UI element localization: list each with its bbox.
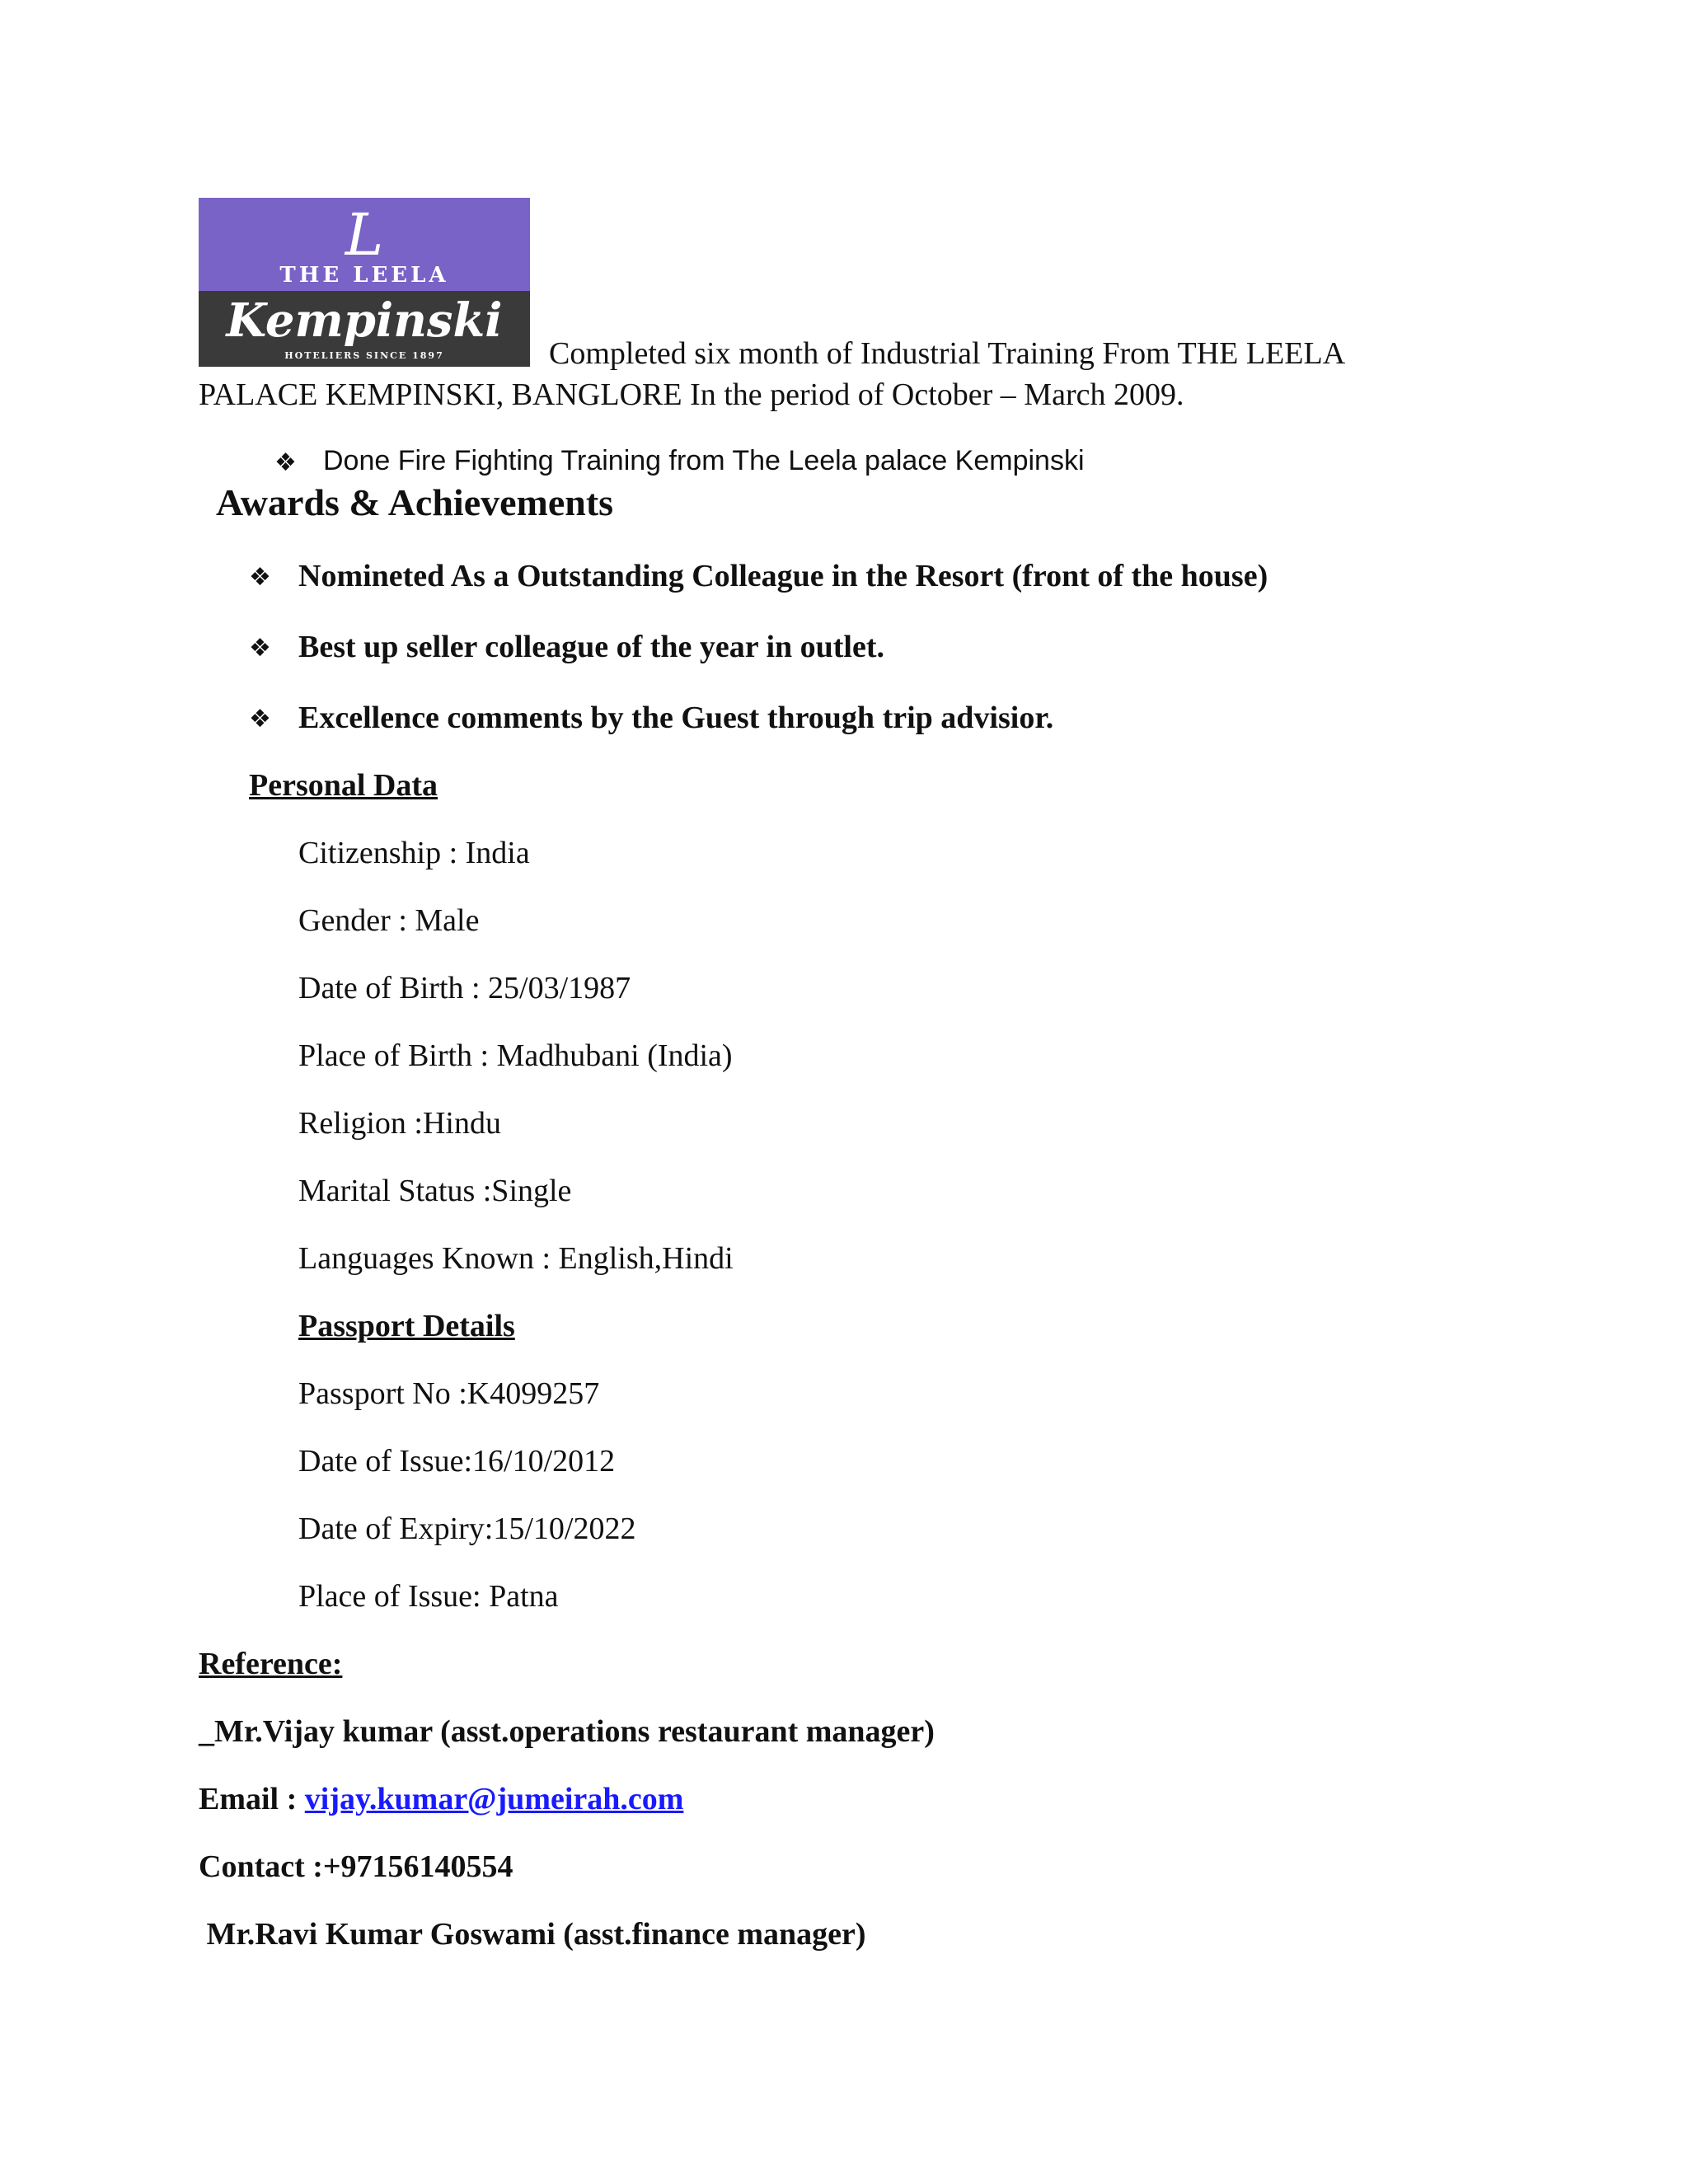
- logo-brand-text: THE LEELA: [279, 263, 449, 288]
- religion-field: Religion :Hindu: [298, 1106, 501, 1141]
- email-label: Email :: [199, 1782, 305, 1816]
- bullet-diamond-icon: ❖: [249, 563, 271, 592]
- training-line-1: Completed six month of Industrial Training From THE LEELA: [549, 336, 1346, 371]
- reference-1-email-row: [199, 1781, 683, 1817]
- fire-training-item: Done Fire Fighting Training from The Leela palace Kempinski: [323, 445, 1085, 476]
- award-item: Best up seller colleague of the year in outlet.: [298, 630, 884, 664]
- reference-1-contact: Contact :+97156140554: [199, 1849, 513, 1884]
- personal-data-heading: Personal Data: [249, 768, 438, 803]
- awards-heading: Awards & Achievements: [216, 481, 614, 523]
- email-link[interactable]: vijay.kumar@jumeirah.com: [304, 1782, 684, 1816]
- bullet-diamond-icon: ❖: [249, 705, 271, 733]
- reference-1-name: _Mr.Vijay kumar (asst.operations restaurant manager): [199, 1714, 935, 1749]
- reference-heading: Reference:: [199, 1647, 343, 1681]
- gender-field: Gender : Male: [298, 903, 480, 938]
- award-item: Nomineted As a Outstanding Colleague in the Resort (front of the house): [298, 559, 1268, 593]
- bullet-diamond-icon: ❖: [249, 634, 271, 663]
- passport-heading: Passport Details: [298, 1309, 515, 1343]
- citizenship-field: Citizenship : India: [298, 836, 530, 870]
- logo-monogram: L: [345, 201, 384, 269]
- marital-status-field: Marital Status :Single: [298, 1174, 572, 1208]
- place-of-birth-field: Place of Birth : Madhubani (India): [298, 1038, 733, 1073]
- award-item: Excellence comments by the Guest through trip advisior.: [298, 701, 1054, 735]
- passport-issue-place-field: Place of Issue: Patna: [298, 1579, 559, 1614]
- leela-kempinski-logo: [199, 198, 530, 367]
- training-line-2: PALACE KEMPINSKI, BANGLORE In the period of October – March 2009.: [199, 377, 1184, 412]
- bullet-diamond-icon: ❖: [274, 448, 297, 477]
- passport-issue-date-field: Date of Issue:16/10/2012: [298, 1444, 616, 1479]
- logo-script-text: Kempinski: [226, 293, 503, 348]
- passport-expiry-date-field: Date of Expiry:15/10/2022: [298, 1511, 636, 1546]
- logo-tagline: HOTELIERS SINCE 1897: [284, 350, 444, 361]
- languages-field: Languages Known : English,Hindi: [298, 1241, 734, 1276]
- reference-2-name: Mr.Ravi Kumar Goswami (asst.finance manager): [199, 1917, 866, 1952]
- passport-number-field: Passport No :K4099257: [298, 1376, 600, 1411]
- date-of-birth-field: Date of Birth : 25/03/1987: [298, 971, 631, 1005]
